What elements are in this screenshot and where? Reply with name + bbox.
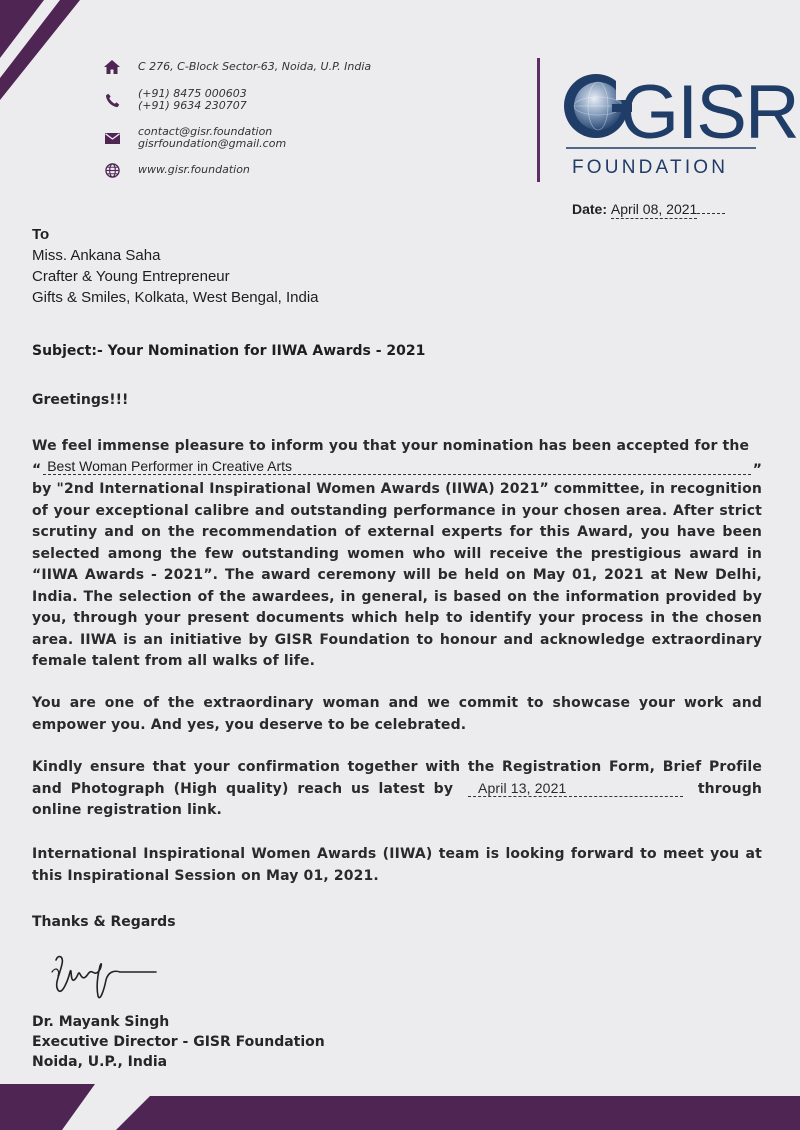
website-row — [102, 162, 422, 178]
address-text: C 276, C-Block Sector-63, Noida, U.P. India — [138, 60, 372, 73]
deadline-date: April 13, 2021 — [468, 781, 683, 797]
body-paragraph-3 — [32, 757, 762, 822]
body-paragraph-2: You are one of the extraordinary woman and we commit to showcase your work and empower you. And yes, you deserve to be celebrated. — [32, 695, 762, 733]
contact-info — [102, 58, 422, 178]
date-value: April 08, 2021 — [610, 201, 698, 217]
logo-subtitle: FOUNDATION — [572, 157, 729, 178]
deadline-text-before: Kindly ensure that your confirmation together with the Registration Form, Brief Profile and Photograph (High quality) reach us latest by — [32, 759, 762, 797]
home-icon — [102, 59, 122, 75]
header-divider — [537, 58, 540, 182]
website-text: www.gisr.foundation — [138, 163, 250, 176]
closing-regards: Thanks & Regards — [32, 914, 176, 930]
recipient-name: Miss. Ankana Saha — [32, 247, 161, 264]
award-category: Best Woman Performer in Creative Arts — [43, 458, 751, 475]
subject-line: Subject:- Your Nomination for IIWA Awards - 2021 — [32, 343, 426, 359]
body-intro: We feel immense pleasure to inform you that your nomination has been accepted for the — [32, 438, 750, 454]
email-1: contact@gisr.foundation — [138, 125, 273, 138]
body-paragraph-4: International Inspirational Women Awards (IIWA) team is looking forward to meet you at this Inspirational Session on May 01, 2021. — [32, 846, 762, 884]
phone-row — [102, 88, 422, 112]
phone-1: (+91) 8475 000603 — [138, 87, 247, 100]
signer-location: Noida, U.P., India — [32, 1054, 168, 1070]
email-2: gisrfoundation@gmail.com — [138, 137, 287, 150]
recipient-block — [32, 224, 319, 308]
mail-icon — [102, 130, 122, 146]
letter-date — [572, 201, 725, 217]
to-label: To — [32, 226, 50, 243]
gisr-foundation-logo — [560, 66, 798, 178]
greeting: Greetings!!! — [32, 392, 129, 408]
signer-name: Dr. Mayank Singh — [32, 1014, 170, 1030]
phone-icon — [102, 92, 122, 108]
body-paragraph-1: by "2nd International Inspirational Women Awards (IIWA) 2021” committee, in recognition of your exceptional calibre and outstanding performance in your chosen area. After strict scrutiny and on the recommendation of external experts for this Award, you have been selected among the few outstanding women who will receive the prestigious award in “IIWA Awards - 2021”. The award ceremony will be held on May 01, 2021 at New Delhi, India. The selection of the awardees, in general, is based on the information provided by you, through your present documents which help to identify your process in the chosen area. IIWA is an initiative by GISR Foundation to honour and acknowledge extraordinary female talent from all walks of life. — [32, 481, 762, 669]
globe-icon — [102, 162, 122, 178]
award-category-line — [32, 458, 762, 478]
recipient-org: Gifts & Smiles, Kolkata, West Bengal, India — [32, 289, 319, 306]
top-left-corner-decoration — [0, 0, 80, 100]
signer-block — [32, 1012, 325, 1072]
date-label: Date: — [572, 201, 608, 217]
logo-wordmark: GISR — [620, 70, 798, 155]
close-quote: ” — [752, 462, 762, 478]
deadline-text-after: through online registration link. — [32, 780, 762, 818]
open-quote: “ — [32, 462, 42, 478]
signer-title: Executive Director - GISR Foundation — [32, 1034, 325, 1050]
address-row — [102, 58, 422, 76]
email-row — [102, 126, 422, 150]
handwritten-signature — [48, 950, 160, 1008]
recipient-title: Crafter & Young Entrepreneur — [32, 268, 230, 285]
phone-2: (+91) 9634 230707 — [138, 99, 247, 112]
